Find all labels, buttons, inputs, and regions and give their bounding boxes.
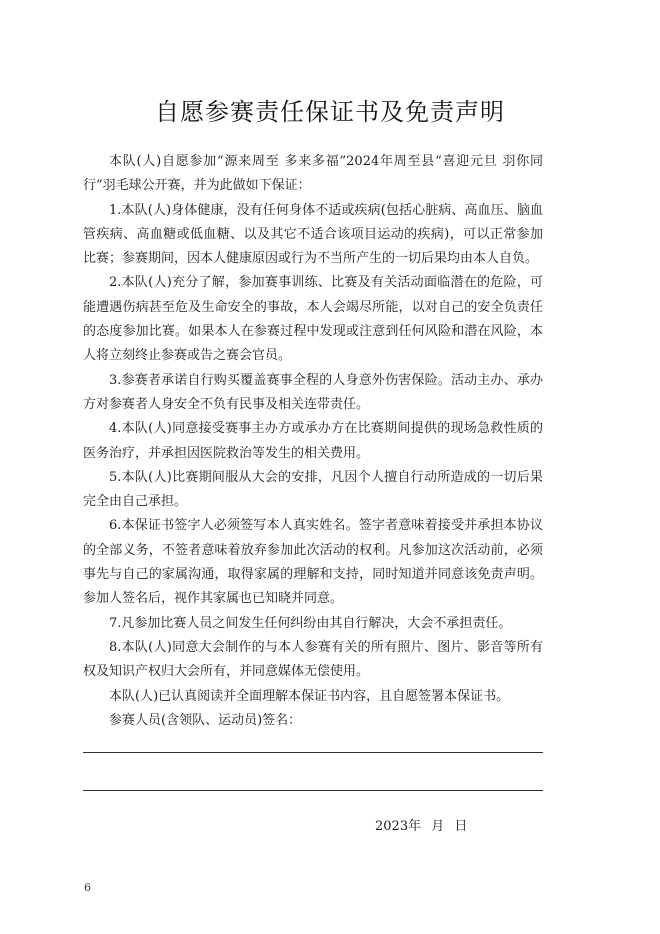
signing-date: 2023年 月 日 — [375, 819, 468, 834]
page-number: 6 — [84, 881, 91, 894]
clause-3: 3.参赛者承诺自行购买覆盖赛事全程的人身意外伤害保险。活动主办、承办方对参赛者人身安全不负有民事及相关连带责任。 — [83, 372, 543, 412]
document-body — [83, 150, 543, 733]
acknowledgement: 本队(人)已认真阅读并全面理解本保证书内容，且自愿签署本保证书。 — [109, 688, 510, 704]
clause-6: 6.本保证书签字人必须签写本人真实姓名。签字者意味着接受并承担本协议的全部义务，不签者意味着放弃参加此次活动的权利。凡参加这次活动前，必须事先与自己的家属沟通，取得家属的理解和支持，同时知道并同意该免责声明。参加人签名后，视作其家属也已知晓并同意。 — [83, 518, 543, 607]
clause-8: 8.本队(人)同意大会制作的与本人参赛有关的所有照片、图片、影音等所有权及知识产权归大会所有，并同意媒体无偿使用。 — [83, 639, 543, 680]
clause-4: 4.本队(人)同意接受赛事主办方或承办方在比赛期间提供的现场急救性质的医务治疗，并承担因医院救治等发生的相关费用。 — [83, 421, 543, 461]
intro-paragraph: 本队(人)自愿参加“源来周至 多来多福”2024年周至县“喜迎元旦 羽你同行”羽毛球公开赛，并为此做如下保证： — [83, 154, 543, 194]
signature-label: 参赛人员(含领队、运动员)签名： — [109, 712, 302, 728]
clause-5: 5.本队(人)比赛期间服从大会的安排，凡因个人擅自行动所造成的一切后果完全由自己承担。 — [83, 469, 543, 510]
document-title: 自愿参赛责任保证书及免责声明 — [155, 98, 505, 126]
clause-2: 2.本队(人)充分了解，参加赛事训练、比赛及有关活动面临潜在的危险，可能遭遇伤病甚至危及生命安全的事故，本人会竭尽所能，以对自己的安全负责任的态度参加比赛。如果本人在参赛过程中发现或注意到任何风险和潜在风险，本人将立刻终止参赛或告之赛会官员。 — [83, 275, 543, 364]
clause-1: 1.本队(人)身体健康，没有任何身体不适或疾病(包括心脏病、高血压、脑血管疾病、高血糖或低血糖、以及其它不适合该项目运动的疾病)，可以正常参加比赛；参赛期间，因本人健康原因或行为不当所产生的一切后果均由本人自负。 — [83, 202, 543, 267]
signature-line[interactable] — [83, 790, 543, 791]
signature-line[interactable] — [83, 752, 543, 753]
clause-7: 7.凡参加比赛人员之间发生任何纠纷由其自行解决，大会不承担责任。 — [109, 615, 512, 631]
